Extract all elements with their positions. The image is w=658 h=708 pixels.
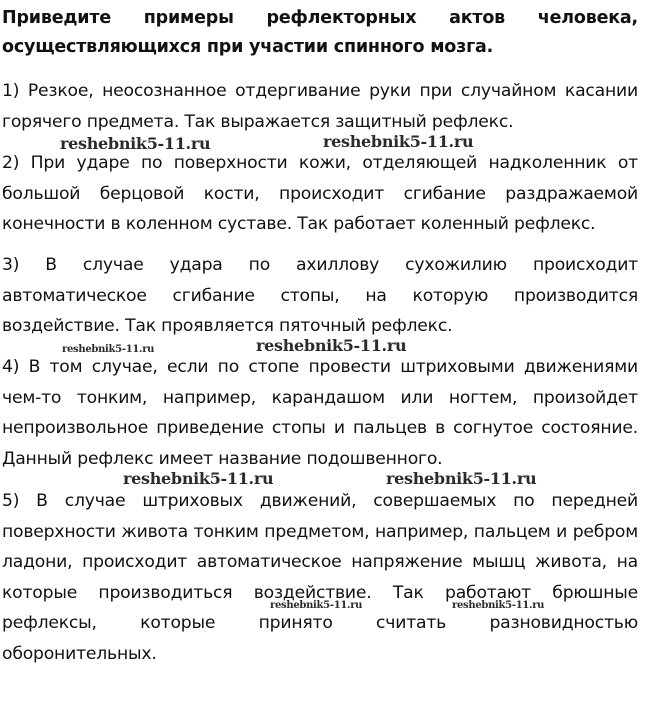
answer-3: 3) В случае удара по ахиллову сухожилию происходит автоматическое сгибание стопы, на которую производится воздействие. Так проявляется пяточный рефлекс. bbox=[2, 255, 638, 336]
answer-2: 2) При ударе по поверхности кожи, отделяющей надколенник от большой берцовой кости, происходит сгибание раздражаемой конечности в коленном суставе. Так работает коленный рефлекс. bbox=[2, 153, 638, 234]
watermark: reshebnik5-11.ru bbox=[60, 134, 211, 153]
watermark: reshebnik5-11.ru bbox=[256, 336, 407, 355]
watermark: reshebnik5-11.ru bbox=[62, 344, 155, 355]
question-title: Приведите примеры рефлекторных актов человека, осуществляющихся при участии спинного мозга. bbox=[2, 8, 638, 57]
watermark: reshebnik5-11.ru bbox=[123, 469, 274, 488]
answer-1: 1) Резкое, неосознанное отдергивание руки при случайном касании горячего предмета. Так выражается защитный рефлекс. bbox=[2, 81, 638, 132]
watermark: reshebnik5-11.ru bbox=[270, 600, 363, 611]
watermark: reshebnik5-11.ru bbox=[386, 469, 537, 488]
answer-4: 4) В том случае, если по стопе провести штриховыми движениями чем-то тонким, например, карандашом или ногтем, произойдет непроизвольное приведение стопы и пальцев в согнутое состояние. Данный рефлекс имеет название подошвенного. bbox=[2, 357, 638, 469]
watermark: reshebnik5-11.ru bbox=[452, 600, 545, 611]
watermark: reshebnik5-11.ru bbox=[323, 132, 474, 151]
answer-5: 5) В случае штриховых движений, совершаемых по передней поверхности живота тонким предметом, например, пальцем и ребром ладони, происходит автоматическое напряжение мышц живота, на которые производиться воздействие. Так работают брюшные рефлексы, которые принято считать разновидностью оборонительных. bbox=[2, 491, 638, 664]
